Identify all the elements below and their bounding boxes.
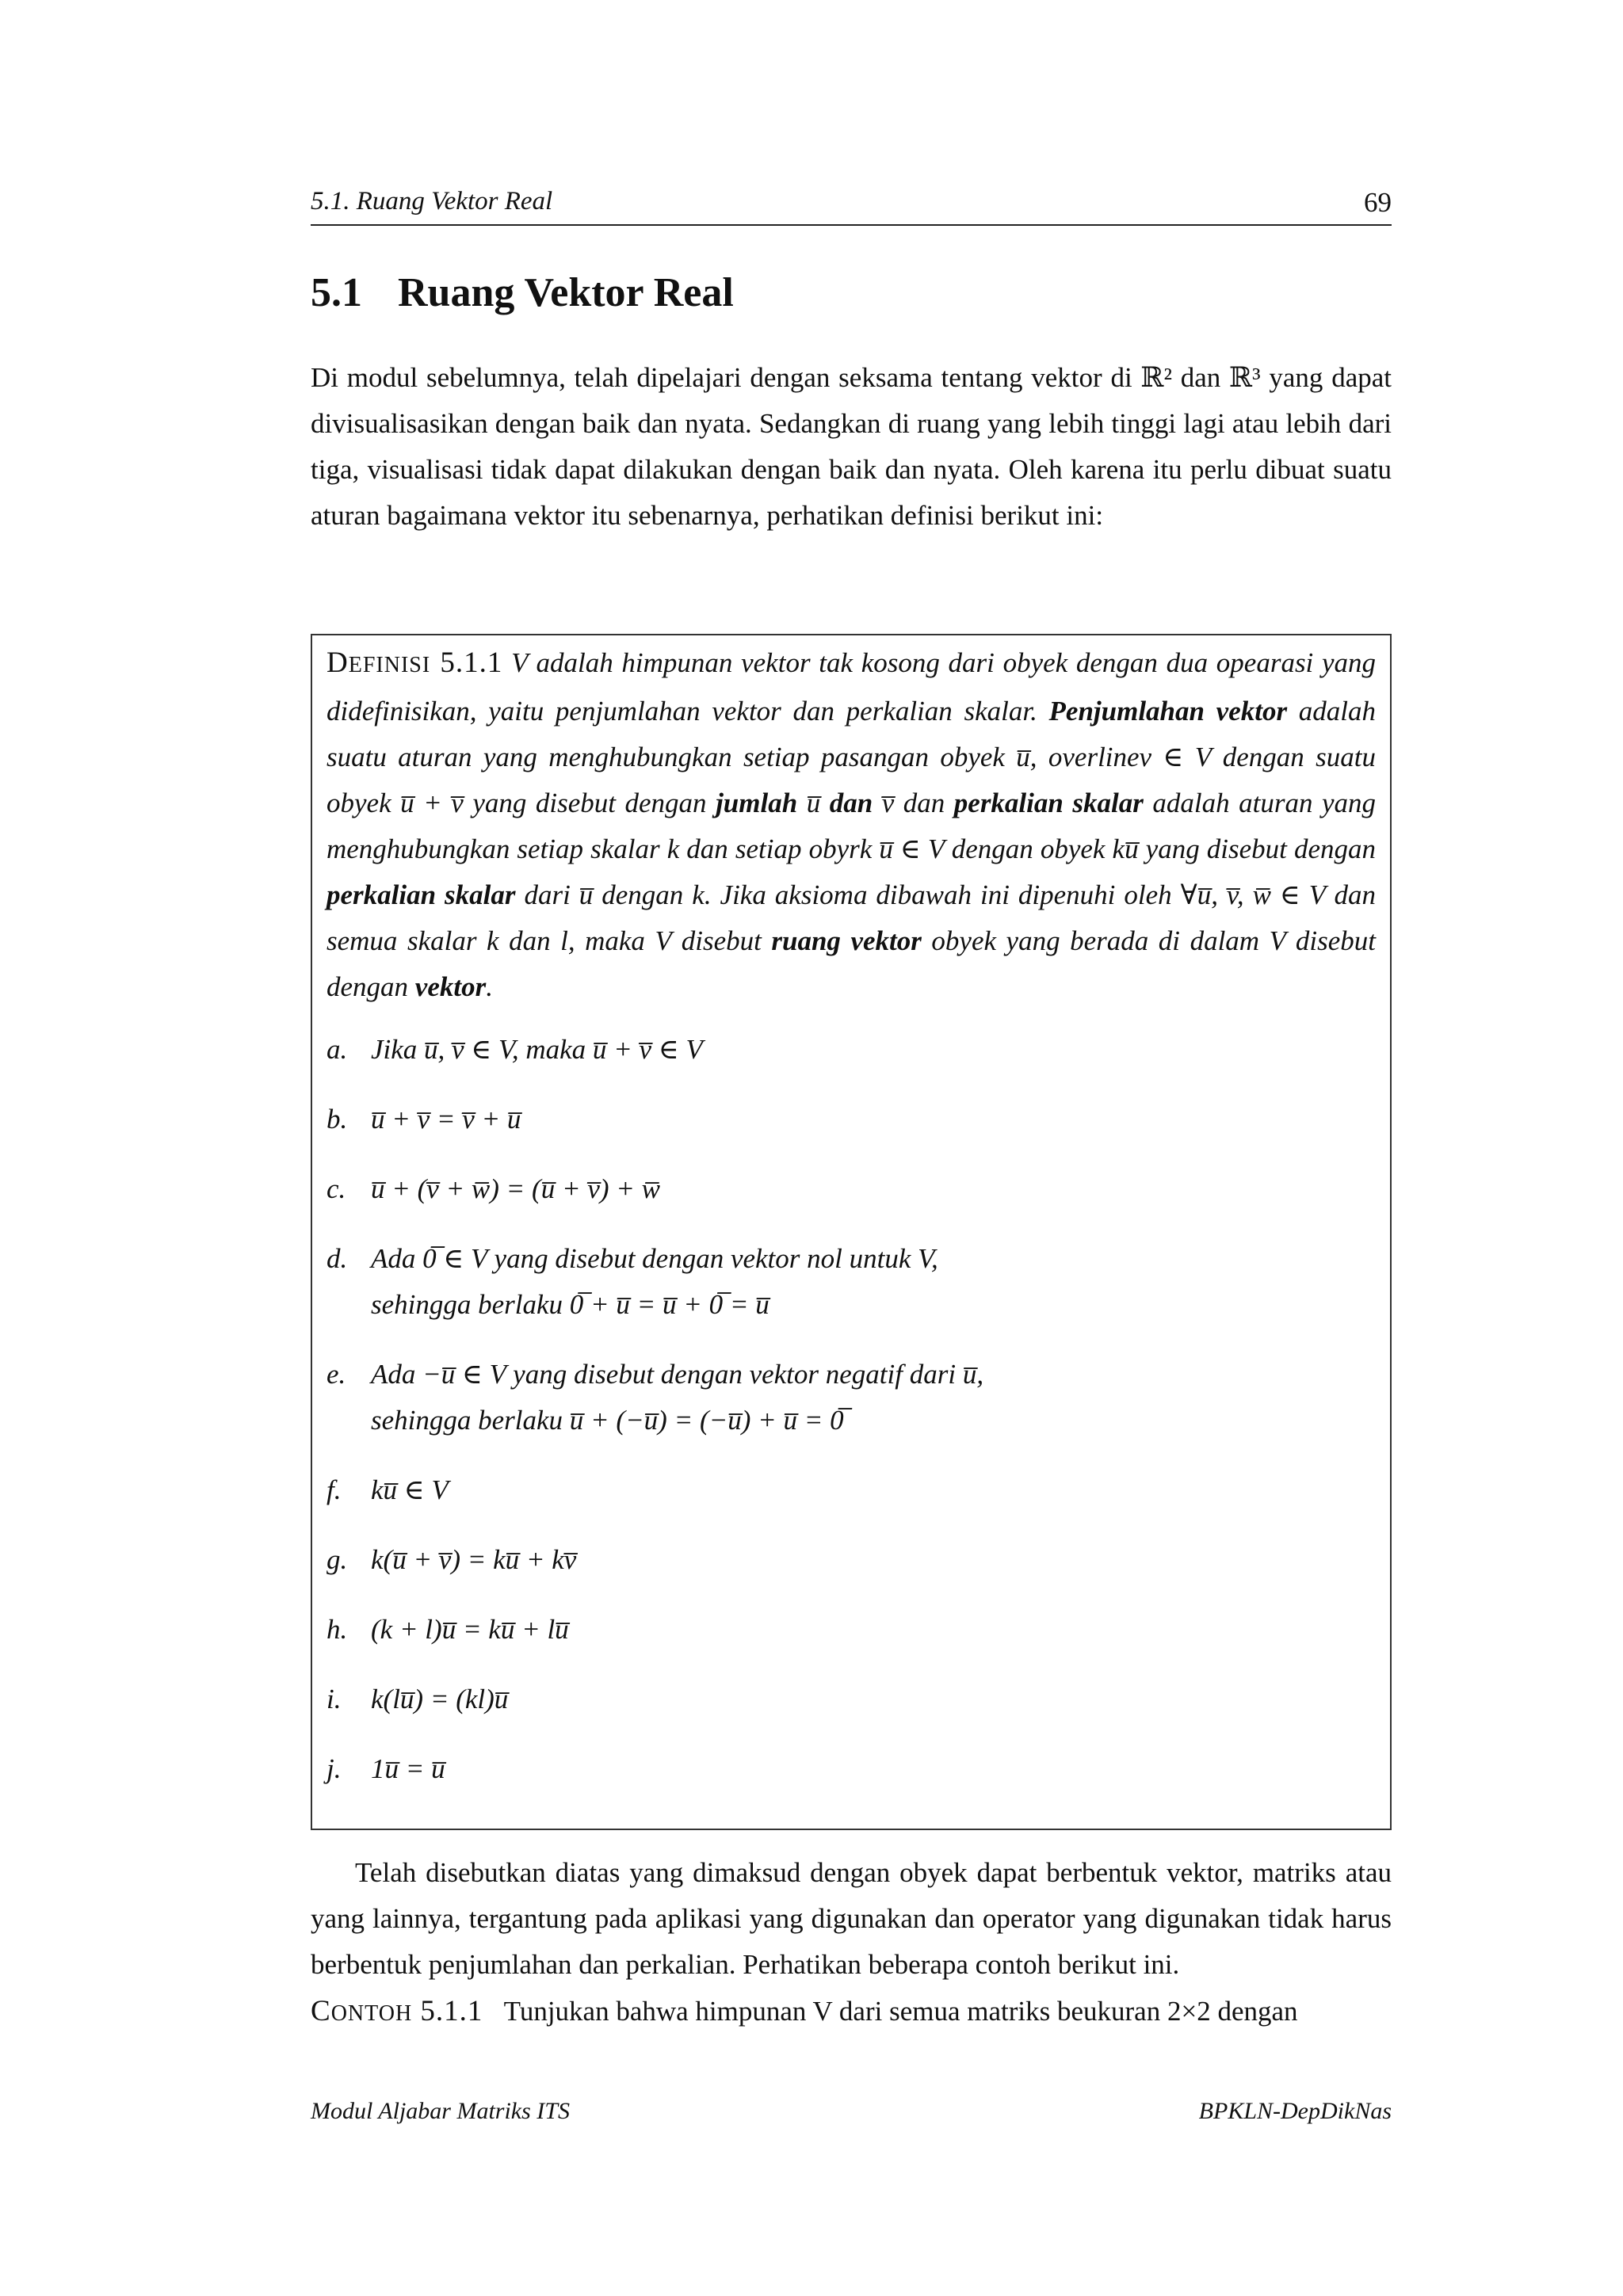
example-label: CONTOH 5.1.1 — [311, 1995, 483, 2027]
intro-paragraph: Di modul sebelumnya, telah dipelajari dengan seksama tentang vektor di ℝ² dan ℝ³ yang dapat divisualisasikan dengan baik dan nyata. Sedangkan di ruang yang lebih tinggi lagi atau lebih dari tiga, visualisasi tidak dapat dilakukan dengan baik dan nyata. Oleh karena itu perlu dibuat suatu aturan bagaimana vektor itu sebenarnya, perhatikan definisi berikut ini: — [311, 362, 1392, 531]
after-paragraph: Telah disebutkan diatas yang dimaksud dengan obyek dapat berbentuk vektor, matriks atau yang lainnya, tergantung pada aplikasi yang digunakan dan operator yang digunakan tidak harus berbentuk penjumlahan dan perkalian. Perhatikan beberapa contoh berikut ini. — [311, 1857, 1392, 1980]
axiom-item: g. k(u̅ + v̅) = ku̅ + kv̅ — [327, 1544, 577, 1575]
example-line — [311, 1989, 1392, 2037]
axiom-item: d. Ada 0̅ ∈ V yang disebut dengan vektor nol untuk V, sehingga berlaku 0̅ + u̅ = u̅ + 0̅ = u̅ — [327, 1243, 938, 1320]
running-header-title: 5.1. Ruang Vektor Real — [311, 187, 553, 215]
axiom-item: h. (k + l)u̅ = ku̅ + lu̅ — [327, 1614, 569, 1645]
axiom-item: e. Ada −u̅ ∈ V yang disebut dengan vektor negatif dari u̅, sehingga berlaku u̅ + (−u̅) = (−u̅) + u̅ = 0̅ — [327, 1359, 984, 1436]
example-text: Tunjukan bahwa himpunan V dari semua matriks beukuran 2×2 dengan — [503, 1996, 1298, 2027]
axiom-item: b. u̅ + v̅ = v̅ + u̅ — [327, 1104, 521, 1135]
axiom-item: j. 1u̅ = u̅ — [327, 1753, 445, 1784]
section-heading — [311, 269, 734, 316]
axiom-item: a. Jika u̅, v̅ ∈ V, maka u̅ + v̅ ∈ V — [327, 1034, 703, 1065]
axiom-item: i. k(lu̅) = (kl)u̅ — [327, 1684, 509, 1714]
footer-right: BPKLN-DepDikNas — [1198, 2098, 1392, 2124]
section-title: Ruang Vektor Real — [398, 270, 734, 315]
section-number: 5.1 — [311, 270, 362, 315]
axiom-item: f. ku̅ ∈ V — [327, 1474, 449, 1505]
definition-paragraph: DEFINISI 5.1.1 V adalah himpunan vektor tak kosong dari obyek dengan dua opearasi yang didefinisikan, yaitu penjumlahan vektor dan perkalian skalar. Penjumlahan vektor adalah suatu aturan yang menghubungkan setiap pasangan obyek u̅, overlinev ∈ V dengan suatu obyek u̅ + v̅ yang disebut dengan jumlah u̅ dan v̅ dan perkalian skalar adalah aturan yang menghubungkan setiap skalar k dan setiap obyrk u̅ ∈ V dengan obyek ku̅ yang disebut dengan perkalian skalar dari u̅ dengan k. Jika aksioma dibawah ini dipenuhi oleh ∀u̅, v̅, w̅ ∈ V dan semua skalar k dan l, maka V disebut ruang vektor obyek yang berada di dalam V disebut dengan vektor. — [327, 646, 1377, 1002]
page-number: 69 — [1364, 187, 1392, 218]
axiom-item: c. u̅ + (v̅ + w̅) = (u̅ + v̅) + w̅ — [327, 1173, 660, 1204]
header-rule — [311, 224, 1392, 226]
footer-left: Modul Aljabar Matriks ITS — [311, 2098, 570, 2124]
definition-label: DEFINISI 5.1.1 — [327, 646, 503, 679]
